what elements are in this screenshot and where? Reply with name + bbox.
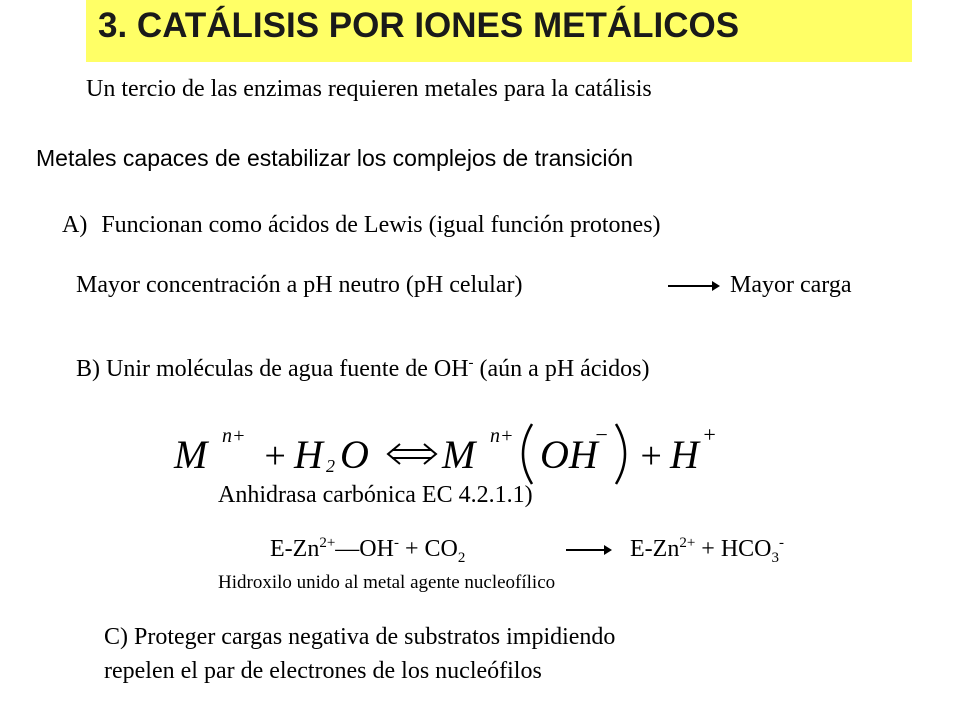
enzyme-name: Anhidrasa carbónica EC 4.2.1.1) [218,482,533,508]
item-a-text: Funcionan como ácidos de Lewis (igual función protones) [101,212,661,238]
reaction-right [630,535,784,566]
eq-charge-1: n+ [222,425,246,447]
item-b-superscript: - [468,355,474,371]
reaction-zn-1: E-Zn [270,536,320,562]
item-b-prefix: B) Unir moléculas de agua fuente de OH [76,356,469,382]
double-arrow-icon [388,444,436,464]
item-b-suffix: (aún a pH ácidos) [473,356,650,382]
reaction-arrow-icon [566,542,612,558]
reaction-co2-sub: 2 [457,549,466,566]
intro-text: Un tercio de las enzimas requieren metales para la catálisis [86,76,652,102]
reaction-co2: + CO [398,536,458,562]
reaction-zn-2: E-Zn [630,536,680,562]
right-paren-icon [616,424,625,484]
subtitle-text: Metales capaces de estabilizar los complejos de transición [36,145,634,171]
eq-proton: H [670,432,699,477]
nucleophile-note: Hidroxilo unido al metal agente nucleofílico [218,572,556,593]
eq-plus-1: + [262,435,288,477]
eq-oxygen: O [340,432,369,477]
eq-proton-charge: + [702,422,717,447]
concentration-right: Mayor carga [730,272,852,298]
reaction-oh-charge: - [393,535,399,551]
concentration-left: Mayor concentración a pH neutro (pH celular) [76,272,523,298]
reaction-hco3-charge: - [779,535,784,551]
item-b [76,356,649,383]
eq-metal-2: M [442,432,476,477]
reaction-oh: —OH [335,536,394,562]
reaction-zn-2-charge: 2+ [679,535,696,551]
eq-hydroxide: OH [540,432,598,477]
right-arrow-icon [668,278,720,294]
eq-metal-1: M [174,432,208,477]
eq-minus: − [594,422,609,447]
reaction-hco3-sub: 3 [771,549,779,566]
item-c-line-2: repelen el par de electrones de los nucleófilos [104,658,542,684]
item-a-label: A) [62,212,88,238]
item-a [62,212,661,239]
eq-charge-2: n+ [490,425,514,447]
eq-plus-2: + [638,435,664,477]
left-paren-icon [523,424,532,484]
reaction-left [270,535,466,566]
item-c-line-1: C) Proteger cargas negativa de substratos impidiendo [104,624,616,650]
reaction-hco3: + HCO [695,536,772,562]
reaction-zn-1-charge: 2+ [319,535,336,551]
slide-title: 3. CATÁLISIS POR IONES METÁLICOS [98,6,740,45]
hydrolysis-equation [170,418,730,488]
eq-hydrogen: H [294,432,323,477]
eq-two: 2 [326,456,335,476]
